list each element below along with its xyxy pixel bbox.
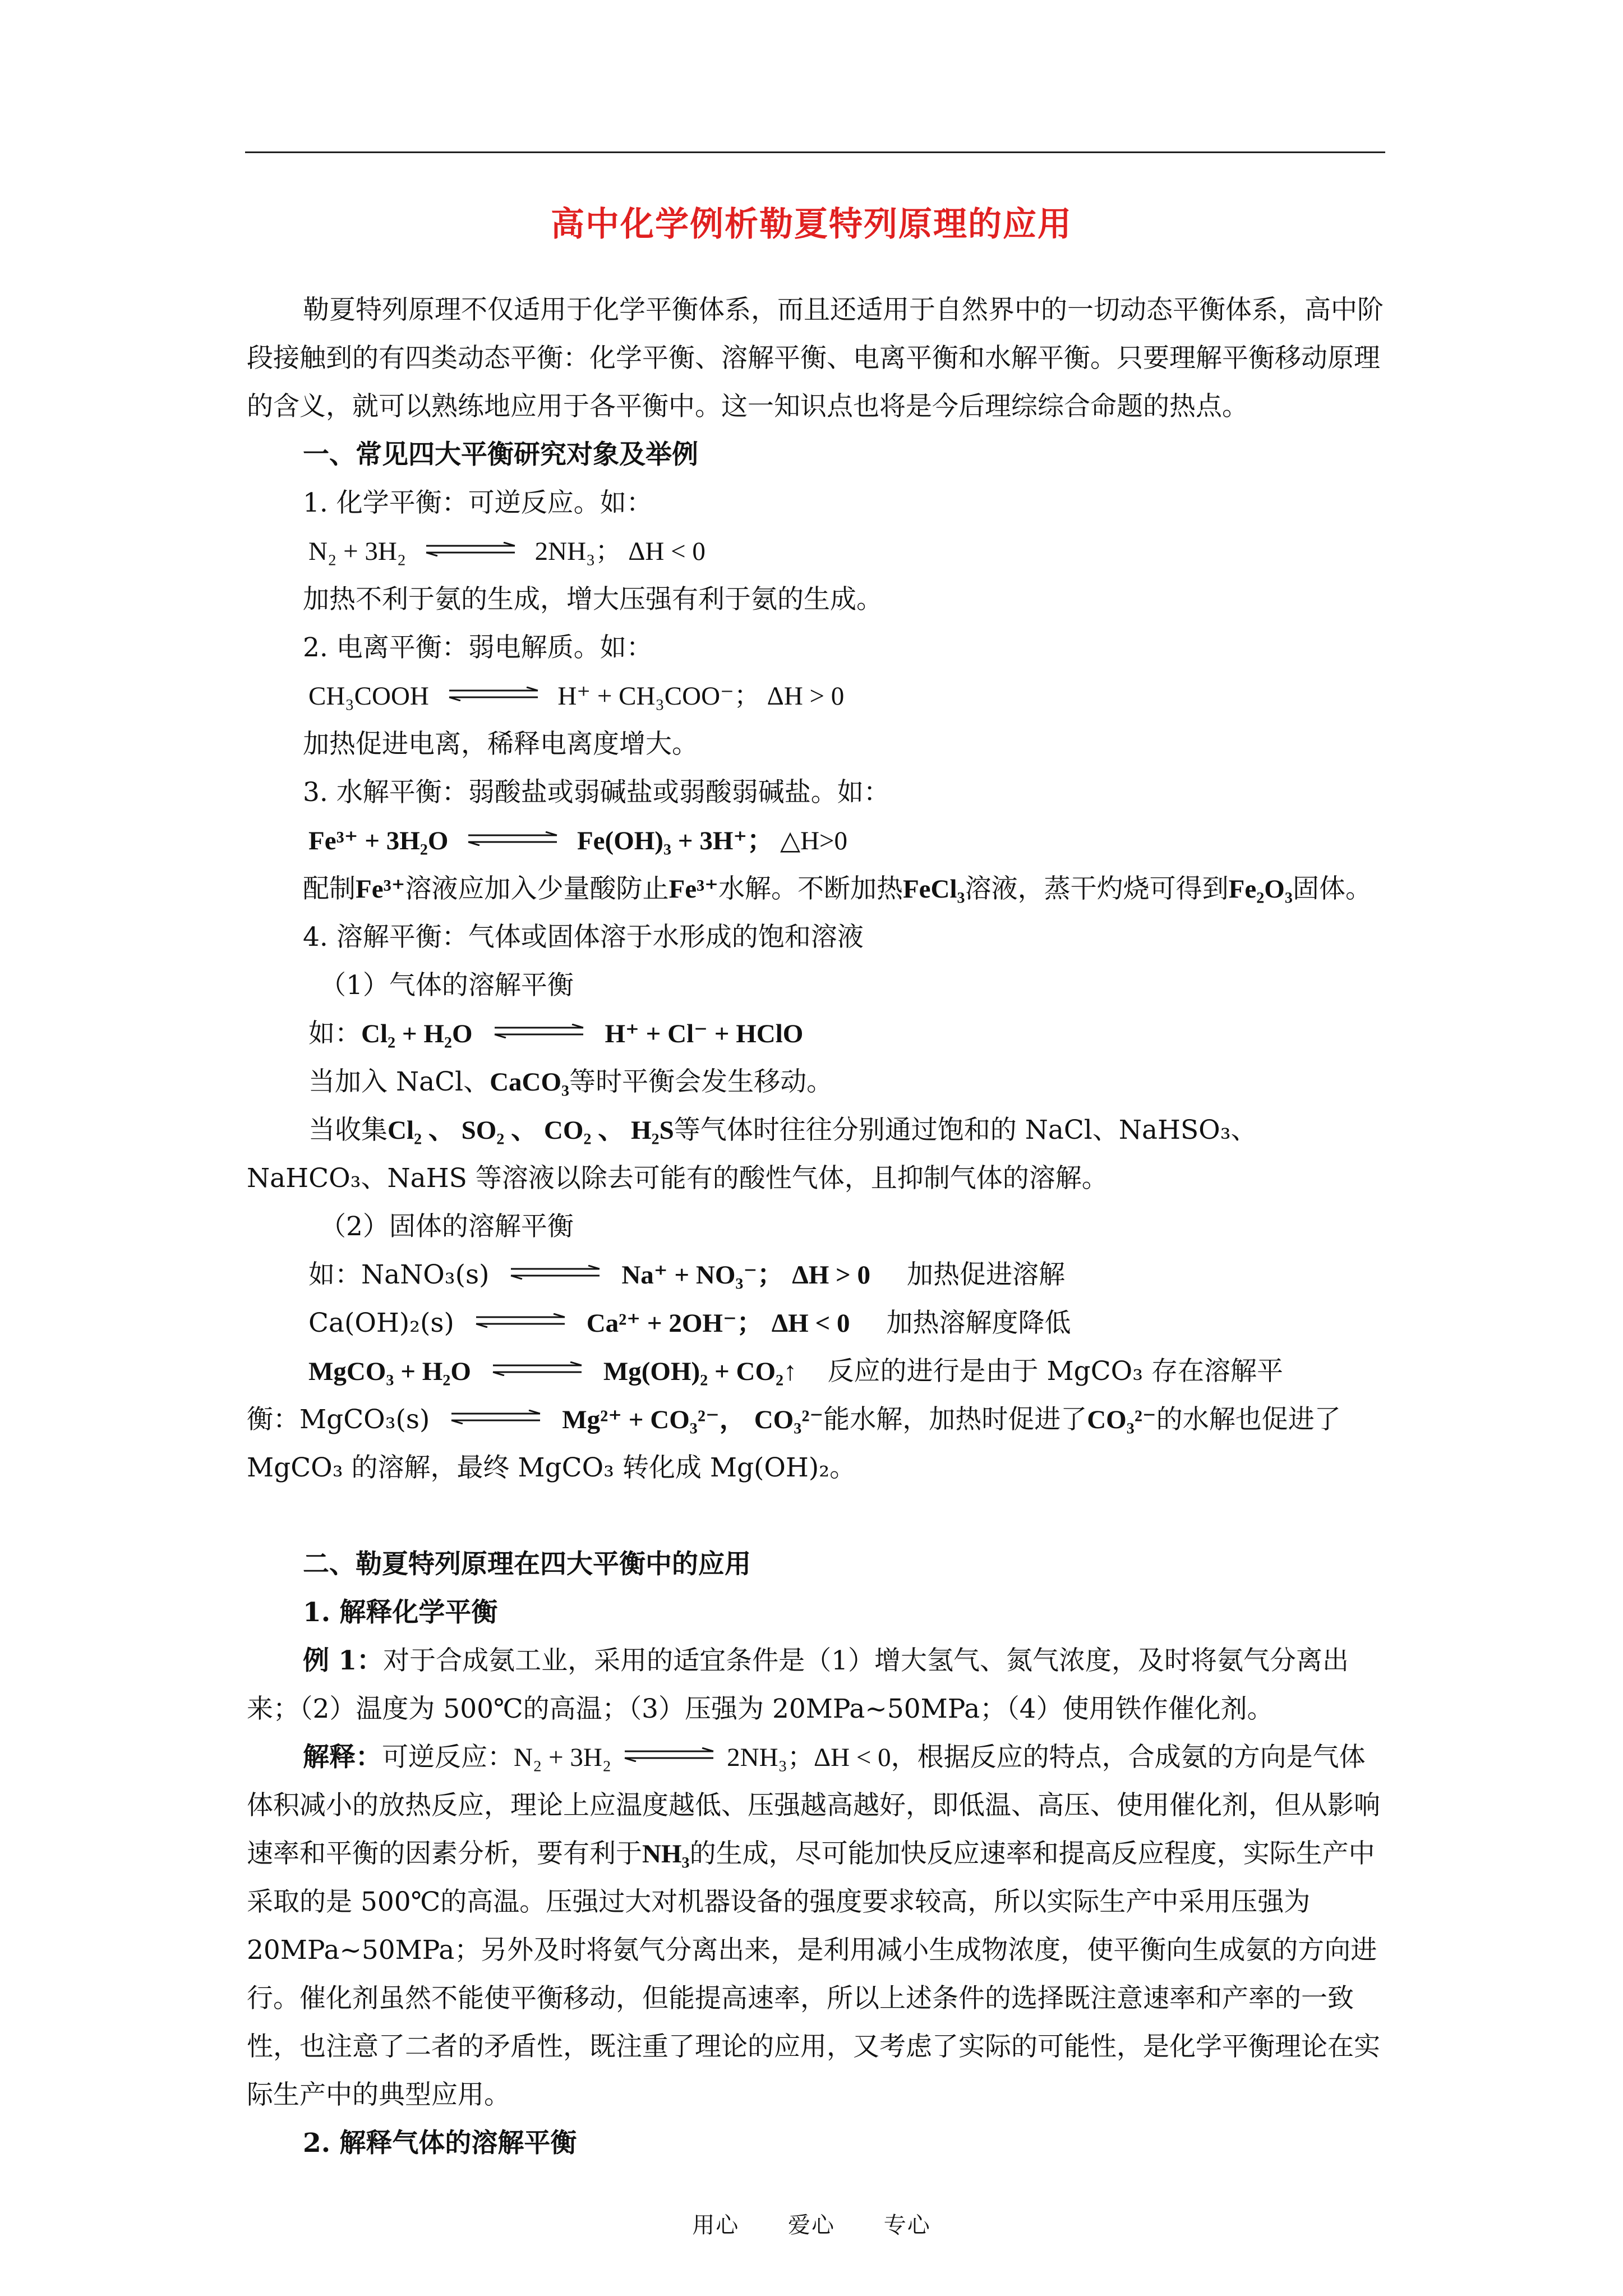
- explanation-text: ，根据反应的特点，合成氨的方向是气体体积减小的放热反应，理论上应温度越低、压强越高越好，即低温、高压、使用催化剂，但从影响速率和平衡的因素分析，要有利于: [247, 1742, 1380, 1869]
- item2-eq-left: CH₃COOH: [308, 682, 429, 711]
- example-1: [247, 1637, 1391, 1733]
- explanation-text: 可逆反应：: [382, 1742, 514, 1773]
- item3-note-text: 水解。不断加热: [718, 873, 903, 904]
- item3-note-text: 固体。: [1292, 873, 1372, 904]
- item1-eq-dh: ΔH < 0: [628, 537, 706, 566]
- solid-eq3-left: MgCO₃ + H₂O: [308, 1357, 471, 1386]
- item1-note: 加热不利于氨的生成，增大压强有利于氨的生成。: [303, 584, 883, 615]
- explanation: [247, 1733, 1391, 2119]
- solid-equation-3-cont: [247, 1396, 1391, 1444]
- footer-word: 用心: [692, 2212, 740, 2238]
- reversible-arrow-icon: [508, 1265, 603, 1280]
- solid-eq3-ions: Mg²⁺ + CO₃²⁻，: [562, 1405, 746, 1434]
- gas-eq-right: H⁺ + Cl⁻ + HClO: [605, 1019, 804, 1048]
- formula-fe3: Fe³⁺: [356, 875, 405, 904]
- section2-sub2: 2. 解释气体的溶解平衡: [303, 2128, 577, 2159]
- gas-eq-left: Cl₂ + H₂O: [361, 1019, 473, 1048]
- page-footer: [0, 2207, 1623, 2239]
- item2-label: 2. 电离平衡：弱电解质。如：: [303, 632, 653, 663]
- formula-fe2o3: Fe₂O₃: [1228, 875, 1293, 904]
- explanation-eq-left: N₂ + 3H₂: [514, 1743, 612, 1772]
- formula-co3: CO₃²⁻: [1087, 1405, 1156, 1434]
- explanation-label: 解释：: [303, 1742, 382, 1773]
- solid-eq2-left: Ca(OH)₂(s): [308, 1308, 454, 1338]
- item3-eq-dh: △H>0: [780, 826, 848, 855]
- gas-subheading: （1）气体的溶解平衡: [320, 970, 574, 1001]
- formula-caco3: CaCO₃: [490, 1068, 570, 1097]
- gas-eq-prefix: 如：: [308, 1018, 361, 1049]
- solid-equation-3-end: MgCO₃ 的溶解，最终 MgCO₃ 转化成 Mg(OH)₂。: [247, 1452, 856, 1483]
- explanation-text: 的生成，尽可能加快反应速率和提高反应程度，实际生产中采取的是 500℃的高温。压强过大对机器设备的强度要求较高，所以实际生产中采用压强为 20MPa~50MPa；另外及时将氨气分离出来，是利用减小生成物浓度，使平衡向生成氨的方向进行。催化剂虽然不能使平衡移动，但能提高速率，所以上述条件的选择既注意速率和产率的一致性，也注意了二者的矛盾性，既注重了理论的应用，又考虑了实际的可能性，是化学平衡理论在实际生产中的典型应用。: [247, 1838, 1380, 2110]
- item3-note-text: 溶液应加入少量酸防止: [405, 873, 669, 904]
- item2-eq-dh: ΔH > 0: [767, 682, 845, 711]
- item3-eq-right: Fe(OH)₃ + 3H⁺；: [577, 826, 774, 855]
- formula-gases: Cl₂ 、 SO₂ 、 CO₂ 、 H₂S: [388, 1116, 674, 1145]
- reversible-arrow-icon: [491, 1024, 587, 1038]
- section1-heading: 一、常见四大平衡研究对象及举例: [303, 439, 698, 470]
- intro-paragraph: 勒夏特列原理不仅适用于化学平衡体系，而且还适用于自然界中的一切动态平衡体系，高中阶段接触到的有四类动态平衡：化学平衡、溶解平衡、电离平衡和水解平衡。只要理解平衡移动原理的含义，就可以熟练地应用于各平衡中。这一知识点也将是今后理综综合命题的热点。: [247, 295, 1384, 422]
- item3-eq-left: Fe³⁺ + 3H₂O: [308, 826, 449, 855]
- gas-note3: NaHCO₃、NaHS 等溶液以除去可能有的酸性气体，且抑制气体的溶解。: [247, 1163, 1108, 1194]
- item1-label: 1. 化学平衡：可逆反应。如：: [303, 487, 653, 518]
- solid-eq2-dh: ΔH < 0: [771, 1309, 850, 1338]
- item3-note-text: 溶液，蒸干灼烧可得到: [965, 873, 1229, 904]
- page-title: 高中化学例析勒夏特列原理的应用: [551, 205, 1072, 244]
- header-rule: [245, 151, 1385, 153]
- solid-eq3-note: 衡：MgCO₃(s): [247, 1404, 430, 1435]
- item3-label: 3. 水解平衡：弱酸盐或弱碱盐或弱酸弱碱盐。如：: [303, 777, 890, 808]
- item2-note: 加热促进电离，稀释电离度增大。: [303, 729, 698, 760]
- item3-equation: [247, 817, 1391, 865]
- solid-eq3-note: 反应的进行是由于 MgCO₃ 存在溶解平: [827, 1356, 1283, 1387]
- gas-note-text: 等气体时往往分别通过饱和的 NaCl、NaHSO₃、: [674, 1115, 1257, 1145]
- reversible-arrow-icon: [465, 831, 560, 846]
- solid-eq3-right: Mg(OH)₂ + CO₂↑: [603, 1357, 797, 1386]
- solid-eq1-dh: ΔH > 0: [792, 1260, 871, 1290]
- reversible-arrow-icon: [621, 1747, 717, 1762]
- footer-word: 爱心: [788, 2212, 835, 2238]
- gas-note1: [247, 1058, 1391, 1106]
- gas-note2: [247, 1106, 1391, 1154]
- solid-subheading: （2）固体的溶解平衡: [320, 1211, 574, 1242]
- solid-equation-3: [247, 1347, 1391, 1396]
- gas-equation: [247, 1010, 1391, 1058]
- reversible-arrow-icon: [490, 1361, 585, 1376]
- item1-eq-right: 2NH₃；: [534, 537, 622, 566]
- document-body: [247, 286, 1391, 2168]
- item2-equation: [247, 672, 1391, 720]
- solid-eq3-note: 的水解也促进了: [1156, 1404, 1341, 1435]
- reversible-arrow-icon: [423, 542, 518, 556]
- item1-equation: [247, 527, 1391, 576]
- item3-note: [247, 865, 1391, 913]
- example-label: 例 1：: [303, 1645, 384, 1676]
- solid-eq2-right: Ca²⁺ + 2OH⁻；: [586, 1309, 763, 1338]
- gas-note-text: 当加入 NaCl、: [308, 1066, 490, 1097]
- solid-eq1-note: 加热促进溶解: [907, 1259, 1065, 1290]
- gas-note-text: 等时平衡会发生移动。: [569, 1066, 833, 1097]
- formula-co3: CO₃²⁻: [754, 1405, 824, 1434]
- formula-nh3: NH₃: [642, 1839, 690, 1869]
- reversible-arrow-icon: [448, 1410, 543, 1424]
- item4-label: 4. 溶解平衡：气体或固体溶于水形成的饱和溶液: [303, 922, 864, 953]
- solid-eq3-note: 能水解，加热时促进了: [823, 1404, 1087, 1435]
- section2-sub1: 1. 解释化学平衡: [303, 1597, 498, 1628]
- solid-eq2-note: 加热溶解度降低: [886, 1308, 1071, 1338]
- item3-note-text: 配制: [303, 873, 356, 904]
- solid-eq1-right: Na⁺ + NO₃⁻；: [621, 1260, 784, 1290]
- explanation-eq-right: 2NH₃；: [727, 1743, 814, 1772]
- solid-equation-1: [247, 1251, 1391, 1299]
- item1-eq-left: N₂ + 3H₂: [308, 537, 407, 566]
- formula-fecl3: FeCl₃: [902, 875, 965, 904]
- section2-heading: 二、勒夏特列原理在四大平衡中的应用: [303, 1549, 751, 1580]
- solid-equation-2: [247, 1299, 1391, 1347]
- reversible-arrow-icon: [446, 687, 541, 701]
- reversible-arrow-icon: [473, 1313, 568, 1328]
- item2-eq-right: H⁺ + CH₃COO⁻；: [557, 682, 760, 711]
- explanation-eq-dh: ΔH < 0: [813, 1743, 891, 1772]
- gas-note-text: 当收集: [308, 1115, 388, 1145]
- footer-word: 专心: [883, 2212, 931, 2238]
- example-text: 对于合成氨工业，采用的适宜条件是（1）增大氢气、氮气浓度，及时将氨气分离出来；（2）温度为 500℃的高温；（3）压强为 20MPa~50MPa；（4）使用铁作催化剂。: [247, 1645, 1349, 1724]
- formula-fe3: Fe³⁺: [668, 875, 718, 904]
- section-gap: [247, 1492, 1391, 1540]
- solid-eq1-left: 如：NaNO₃(s): [308, 1259, 490, 1290]
